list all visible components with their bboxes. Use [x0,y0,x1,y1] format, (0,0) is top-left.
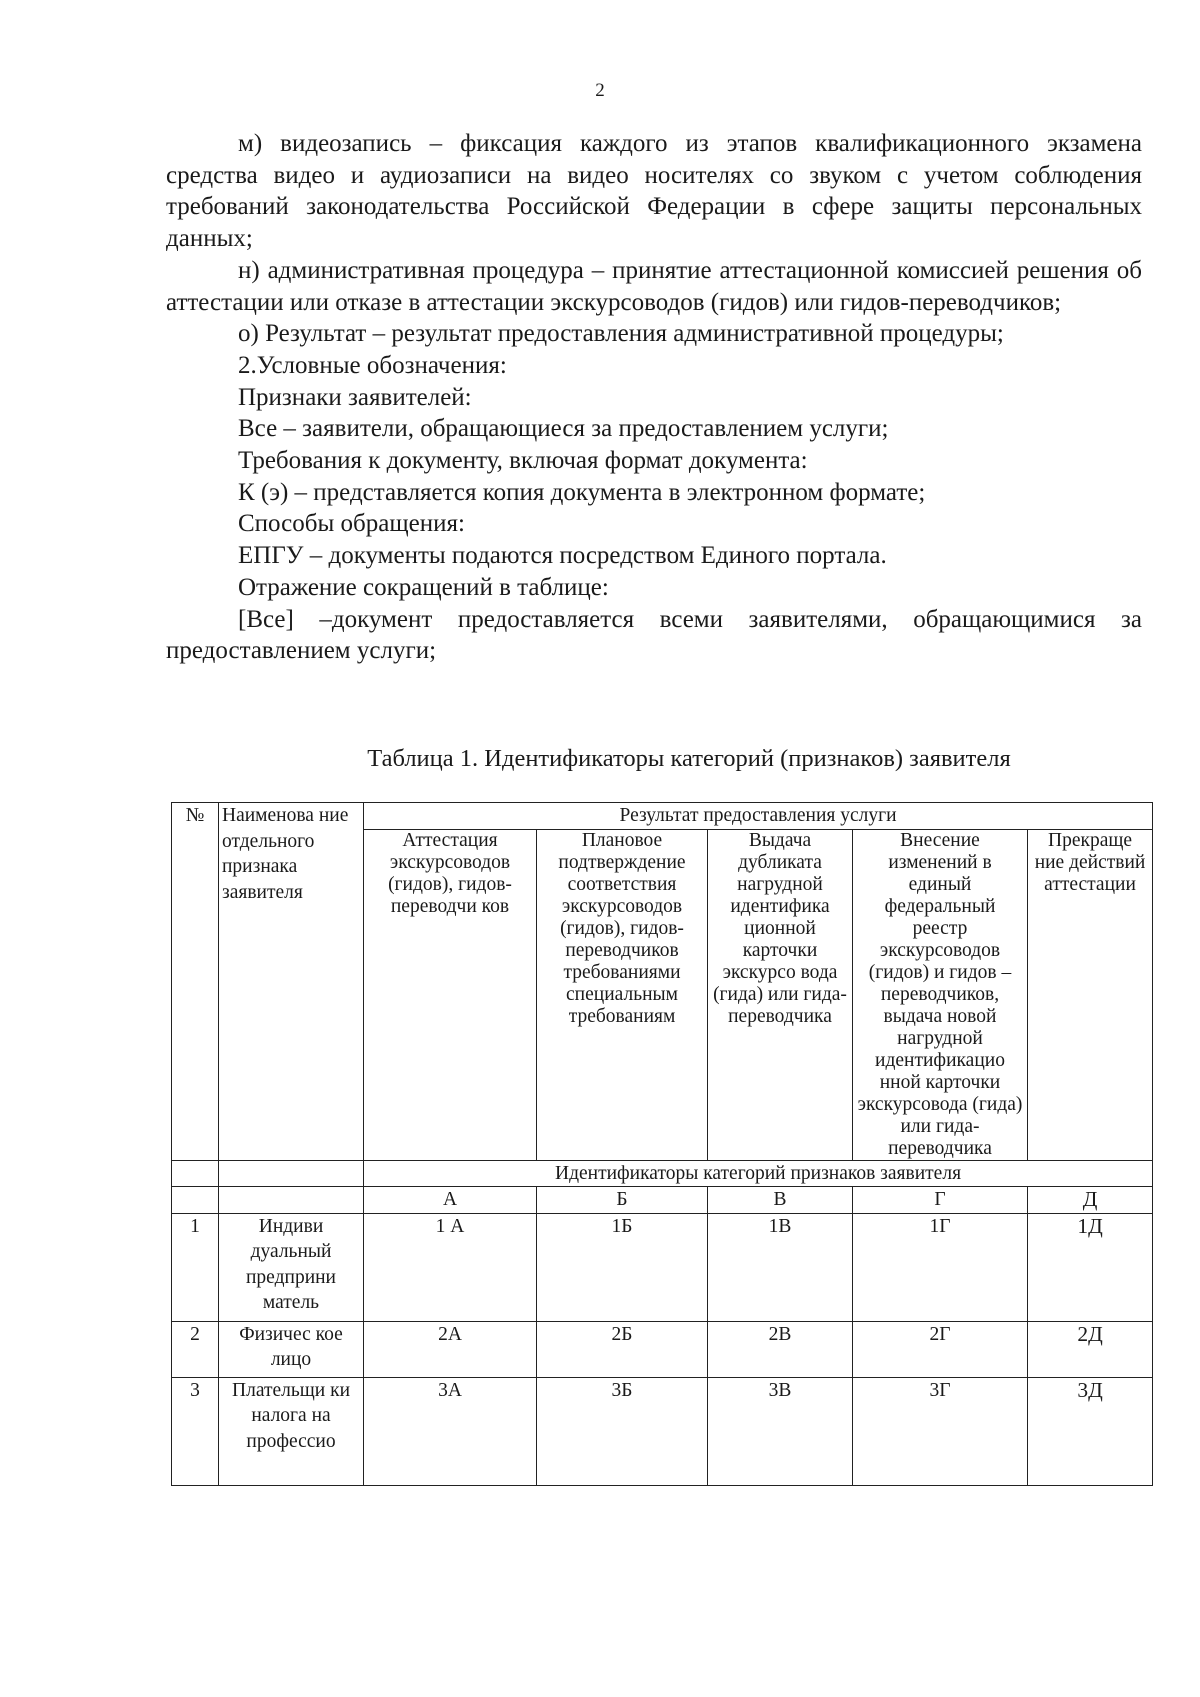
row-id: 1Г [853,1213,1028,1321]
row-name: Физичес кое лицо [219,1321,364,1377]
row-id: 1Б [537,1213,708,1321]
row-number: 1 [172,1213,219,1321]
col-num-header: № [172,803,219,1161]
row-id: 2Г [853,1321,1028,1377]
page-number: 2 [595,80,605,101]
row-id: 3А [364,1377,537,1485]
table-caption: Таблица 1. Идентификаторы категорий (признаков) заявителя [367,745,1011,772]
id-header: Идентификаторы категорий признаков заявителя [364,1160,1153,1187]
result-header: Результат предоставления услуги [364,803,1153,830]
result-col-d: Прекраще ние действий аттестации [1028,829,1153,1160]
row-id: 2Д [1028,1321,1153,1377]
empty-cell [172,1160,219,1187]
result-col-b: Плановое подтверждение соответствия экскурсоводов (гидов), гидов-переводчиков требованиями специальным требованиям [537,829,708,1160]
table-row [172,1321,1153,1377]
body-text [166,128,1142,667]
empty-cell [219,1187,364,1214]
row-id: 3Б [537,1377,708,1485]
row-name: Индиви дуальный предприни матель [219,1213,364,1321]
paragraph-all: Все – заявители, обращающиеся за предоставлением услуги; [238,415,889,443]
row-id: 3Г [853,1377,1028,1485]
paragraph-applicant-signs: Признаки заявителей: [238,383,472,411]
id-letter: Б [537,1187,708,1214]
row-id: 3Д [1028,1377,1153,1485]
table-row [172,1377,1153,1485]
paragraph-k-e: К (э) – представляется копия документа в электронном формате; [238,478,926,506]
id-letter: В [708,1187,853,1214]
id-header-row [172,1160,1153,1187]
row-id: 3В [708,1377,853,1485]
row-name: Плательщи ки налога на профессио [219,1377,364,1485]
paragraph-n: н) административная процедура – принятие аттестационной комиссией решения об аттестации или отказе в аттестации экскурсоводов (гидов) или гидов-переводчиков; [166,256,1142,316]
empty-cell [219,1160,364,1187]
row-id: 2Б [537,1321,708,1377]
result-col-g: Внесение изменений в единый федеральный реестр экскурсоводов (гидов) и гидов –переводчиков, выдача новой нагрудной идентификацио нной карточки экскурсовода (гида) или гида-переводчика [853,829,1028,1160]
header-row-1 [172,803,1153,830]
paragraph-m: м) видеозапись – фиксация каждого из этапов квалификационного экзамена средства видео и аудиозаписи на видео носителях со звуком с учетом соблюдения требований законодательства Российской Федерации в сфере защиты персональных данных; [166,130,1142,253]
id-letters-row [172,1187,1153,1214]
table-row [172,1213,1153,1321]
result-col-a: Аттестация экскурсоводов (гидов), гидов-переводчи ков [364,829,537,1160]
paragraph-epgu: ЕПГУ – документы подаются посредством Единого портала. [238,542,887,570]
result-col-v: Выдача дубликата нагрудной идентифика ционной карточки экскурсо вода (гида) или гида-переводчика [708,829,853,1160]
paragraph-doc-requirements: Требования к документу, включая формат документа: [238,447,808,475]
row-id: 1В [708,1213,853,1321]
row-number: 2 [172,1321,219,1377]
row-id: 1Д [1028,1213,1153,1321]
row-id: 2А [364,1321,537,1377]
paragraph-o: о) Результат – результат предоставления административной процедуры; [238,320,1004,348]
empty-cell [172,1187,219,1214]
id-letter: А [364,1187,537,1214]
id-letter: Д [1028,1187,1153,1214]
paragraph-all-bracket: [Все] –документ предоставляется всеми заявителями, обращающимися за предоставлением услуги; [166,605,1142,665]
col-name-header: Наименова ние отдельного признака заявителя [219,803,364,1161]
id-letter: Г [853,1187,1028,1214]
paragraph-symbols-heading: 2.Условные обозначения: [238,351,507,379]
row-number: 3 [172,1377,219,1485]
identifiers-table [171,802,1153,1486]
row-id: 2В [708,1321,853,1377]
paragraph-abbrev: Отражение сокращений в таблице: [238,573,609,601]
row-id: 1 А [364,1213,537,1321]
paragraph-methods: Способы обращения: [238,510,465,538]
